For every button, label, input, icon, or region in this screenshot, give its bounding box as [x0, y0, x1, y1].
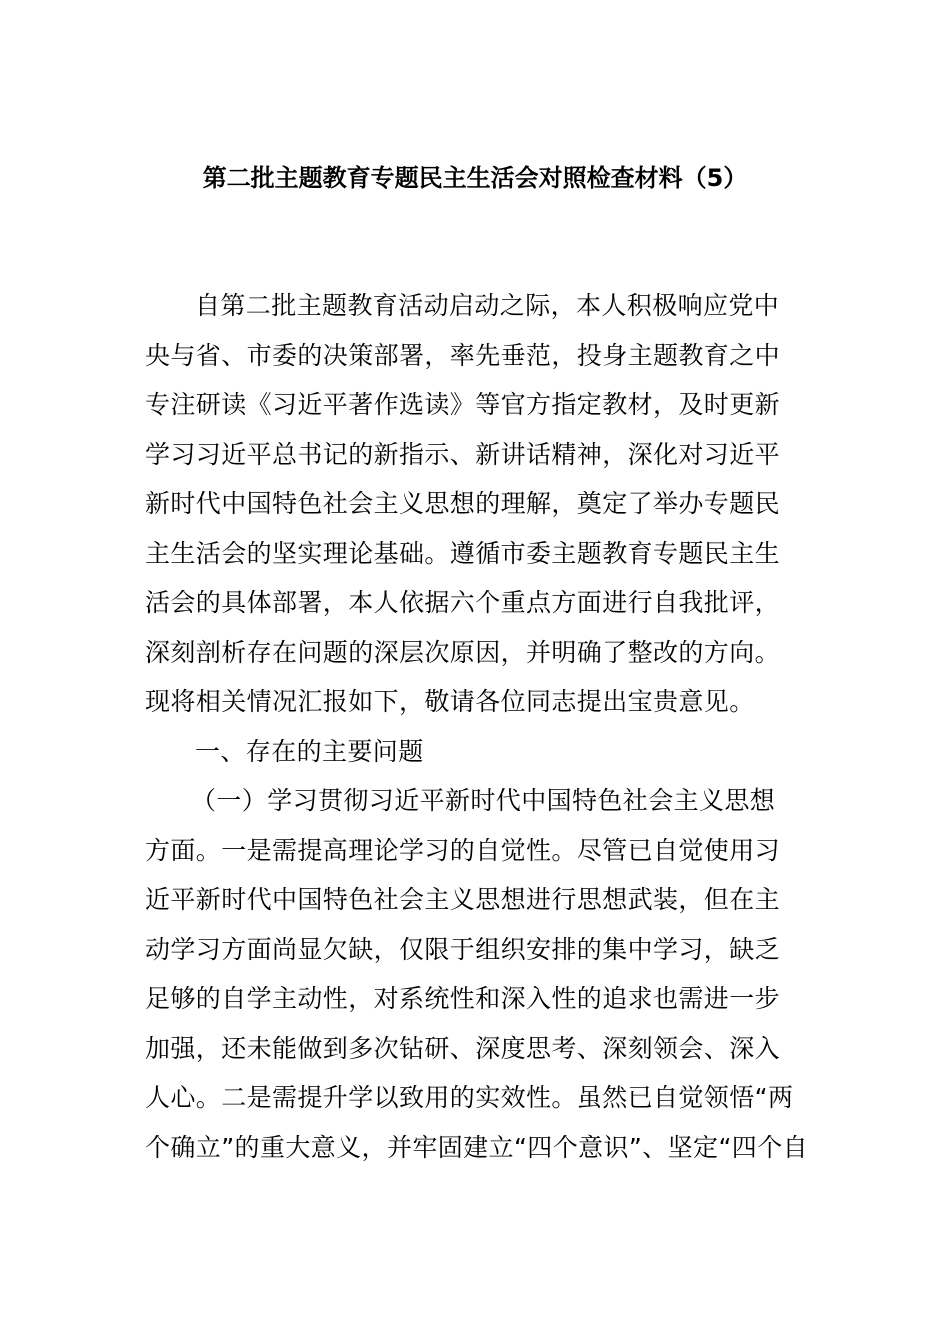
paragraph-line: 足够的自学主动性，对系统性和深入性的追求也需进一步 — [145, 984, 781, 1013]
paragraph-line: 自第二批主题教育活动启动之际，本人积极响应党中 — [195, 291, 780, 320]
paragraph-line: 主生活会的坚实理论基础。遵循市委主题教育专题民主生 — [145, 538, 781, 568]
paragraph-line: 专注研读《习近平著作选读》等官方指定教材，及时更新 — [145, 390, 781, 419]
section-heading: 一、存在的主要问题 — [195, 736, 424, 766]
paragraph-line: 加强，还未能做到多次钻研、深度思考、深刻领会、深入 — [145, 1033, 781, 1063]
paragraph-line: 个确立”的重大意义，并牢固建立“四个意识”、坚定“四个自 — [145, 1132, 809, 1162]
paragraph-line: 央与省、市委的决策部署，率先垂范，投身主题教育之中 — [145, 340, 781, 370]
paragraph-line: 现将相关情况汇报如下，敬请各位同志提出宝贵意见。 — [145, 687, 755, 716]
paragraph-line: 学习习近平总书记的新指示、新讲话精神，深化对习近平 — [145, 439, 781, 469]
document-title: 第二批主题教育专题民主生活会对照检查材料（5） — [202, 164, 748, 192]
paragraph-line: 新时代中国特色社会主义思想的理解，奠定了举办专题民 — [145, 489, 781, 518]
paragraph-line: 深刻剖析存在问题的深层次原因，并明确了整改的方向。 — [145, 637, 781, 667]
paragraph-line: 近平新时代中国特色社会主义思想进行思想武装，但在主 — [145, 885, 781, 914]
paragraph-line: 动学习方面尚显欠缺，仅限于组织安排的集中学习，缺乏 — [145, 934, 781, 964]
document-body — [145, 281, 810, 1172]
paragraph-line: 人心。二是需提升学以致用的实效性。虽然已自觉领悟“两 — [145, 1083, 794, 1112]
subsection-line: （一）学习贯彻习近平新时代中国特色社会主义思想 — [191, 786, 776, 815]
paragraph-line: 方面。一是需提高理论学习的自觉性。尽管已自觉使用习 — [145, 835, 781, 865]
paragraph-line: 活会的具体部署，本人依据六个重点方面进行自我批评， — [145, 588, 781, 617]
